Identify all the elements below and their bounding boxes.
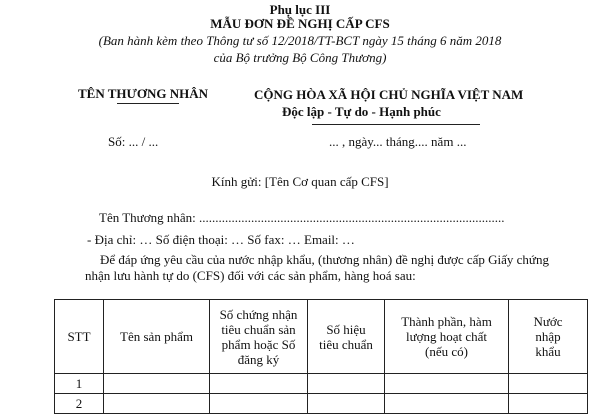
issued-by-line-1: (Ban hành kèm theo Thông tư số 12/2018/TT-BCT ngày 15 tháng 6 năm 2018 <box>98 33 502 48</box>
merchant-name-field: Tên Thương nhân: .............................................................................................. <box>99 210 505 225</box>
header-composition-line-3: (nếu có) <box>425 344 468 359</box>
header-product-name: Tên sản phẩm <box>104 300 210 374</box>
republic-heading: CỘNG HÒA XÃ HỘI CHỦ NGHĨA VIỆT NAM <box>254 87 524 102</box>
request-paragraph-line-1: Để đáp ứng yêu cầu của nước nhập khẩu, (thương nhân) đề nghị được cấp Giấy chứng <box>100 252 549 267</box>
contact-info-field: - Địa chỉ: … Số điện thoại: … Số fax: … Email: … <box>87 232 355 247</box>
national-motto: Độc lập - Tự do - Hạnh phúc <box>282 104 441 119</box>
header-standard-number <box>308 300 385 374</box>
header-composition-line-2: lượng hoạt chất <box>405 329 488 344</box>
merchant-name-heading: TÊN THƯƠNG NHÂN <box>78 86 209 101</box>
header-cert-line-3: phẩm hoặc Số <box>221 336 296 352</box>
table-header-row <box>55 300 588 374</box>
header-import-country <box>509 300 588 374</box>
recipient-line: Kính gửi: [Tên Cơ quan cấp CFS] <box>211 174 389 189</box>
header-standard-line-2: tiêu chuẩn <box>319 336 373 352</box>
table-row <box>55 374 588 394</box>
merchant-underline <box>117 103 179 104</box>
issued-by-line-2: của Bộ trưởng Bộ Công Thương) <box>213 50 387 65</box>
row-cell <box>104 374 210 394</box>
row-cell <box>385 394 509 414</box>
header-country-line-2: nhập <box>535 329 561 344</box>
form-title: MẪU ĐƠN ĐỀ NGHỊ CẤP CFS <box>210 16 390 31</box>
header-standard-line-1: Số hiệu <box>326 321 366 337</box>
document-number: Số: ... / ... <box>108 134 159 149</box>
header-stt: STT <box>55 300 104 374</box>
motto-underline <box>312 124 480 125</box>
header-country-line-3: khẩu <box>535 344 561 359</box>
header-country-line-1: Nước <box>533 314 563 329</box>
row-stt: 2 <box>55 394 104 414</box>
place-and-date: ... , ngày... tháng.... năm ... <box>329 134 467 149</box>
row-stt: 1 <box>55 374 104 394</box>
table-row <box>55 394 588 414</box>
row-cell <box>308 374 385 394</box>
header-cert-line-4: đăng ký <box>237 351 280 367</box>
row-cell <box>104 394 210 414</box>
row-cell <box>385 374 509 394</box>
header-cert-line-2: tiêu chuẩn sản <box>221 321 296 337</box>
header-composition <box>385 300 509 374</box>
row-cell <box>210 394 308 414</box>
row-cell <box>509 374 588 394</box>
appendix-label: Phụ lục III <box>269 2 331 17</box>
row-cell <box>308 394 385 414</box>
row-cell <box>509 394 588 414</box>
row-cell <box>210 374 308 394</box>
header-composition-line-1: Thành phần, hàm <box>401 314 492 329</box>
request-paragraph-line-2: nhận lưu hành tự do (CFS) đối với các sản phẩm, hàng hoá sau: <box>85 268 416 283</box>
header-cert-line-1: Số chứng nhận <box>219 306 298 322</box>
header-certificate-number <box>210 300 308 374</box>
product-table <box>54 299 588 414</box>
